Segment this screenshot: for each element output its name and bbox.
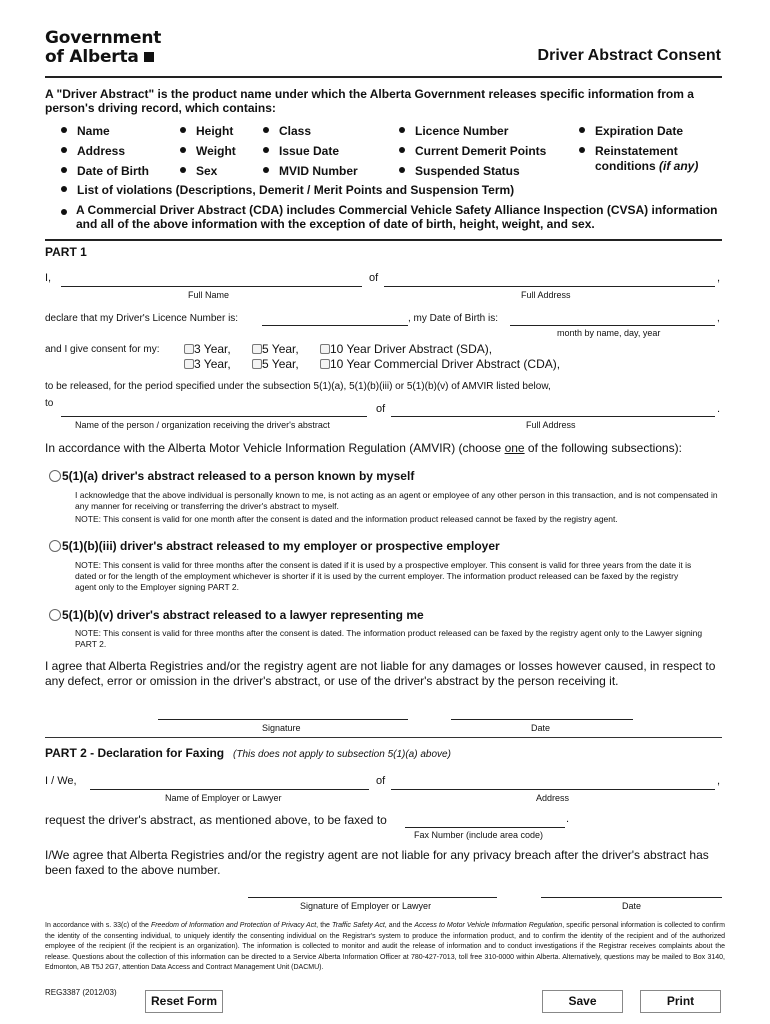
- checkbox[interactable]: [320, 359, 330, 369]
- checkbox[interactable]: [320, 344, 330, 354]
- recipient-name-field[interactable]: [61, 416, 367, 417]
- employer-signature-hint: Signature of Employer or Lawyer: [300, 901, 432, 911]
- bullet-icon: [180, 167, 186, 173]
- period: .: [717, 403, 721, 415]
- declare-text: declare that my Driver's Licence Number is:: [45, 313, 239, 324]
- item-weight: Weight: [180, 144, 236, 158]
- period: .: [566, 813, 570, 825]
- item-reinstatement: Reinstatement: [579, 144, 678, 158]
- dob-hint: month by name, day, year: [557, 328, 661, 338]
- fax-number-field[interactable]: [405, 827, 565, 828]
- print-button[interactable]: Print: [640, 990, 721, 1013]
- part2-heading: PART 2 - Declaration for Faxing (This does not apply to subsection 5(1)(a) above): [45, 746, 451, 760]
- bullet-icon: [180, 147, 186, 153]
- bullet-icon: [399, 167, 405, 173]
- part1-heading: PART 1: [45, 245, 87, 259]
- item-expiry: Expiration Date: [579, 124, 683, 138]
- of-label: of: [376, 403, 386, 415]
- item-licence: Licence Number: [399, 124, 508, 138]
- item-mvid: MVID Number: [263, 164, 358, 178]
- part1-divider: [45, 239, 722, 241]
- part2-divider: [45, 737, 722, 738]
- option-10-year-sda[interactable]: 10 Year Driver Abstract (SDA),: [320, 342, 492, 356]
- government-of-alberta-logo: [45, 29, 161, 67]
- radio-button[interactable]: [49, 470, 61, 482]
- item-height: Height: [180, 124, 233, 138]
- option-10-year-cda[interactable]: 10 Year Commercial Driver Abstract (CDA),: [320, 357, 560, 371]
- recipient-address-hint: Full Address: [526, 420, 576, 430]
- subsection-5-1-a-text: I acknowledge that the above individual is personally known to me, is not acting as an agent or employee of any other person in this transaction, and is not compensated in any manner for receiving or transferring the driver's abstract to myself.: [75, 490, 718, 511]
- bullet-icon: [61, 167, 67, 173]
- licence-number-field[interactable]: [262, 325, 408, 326]
- item-suspended: Suspended Status: [399, 164, 520, 178]
- bullet-icon: [579, 127, 585, 133]
- item-demerit: Current Demerit Points: [399, 144, 546, 158]
- amvir-text: In accordance with the Alberta Motor Vehicle Information Regulation (AMVIR) (choose one of the following subsections):: [45, 441, 683, 455]
- subsection-5-1-b-v-text: NOTE: This consent is valid for three months after the consent is dated. The information product released can be faxed by the registry agent only to the Lawyer signing PART 2.: [75, 628, 703, 649]
- employer-signature-field[interactable]: [248, 897, 497, 898]
- item-cda: A Commercial Driver Abstract (CDA) includes Commercial Vehicle Safety Alliance Inspection (CVSA) information and all of the above information with the exception of date of birth, height, weight, and sex.: [61, 203, 721, 231]
- subsection-5-1-b-v-option[interactable]: 5(1)(b)(v) driver's abstract released to a lawyer representing me: [49, 608, 424, 622]
- item-sex: Sex: [180, 164, 217, 178]
- employer-address-field[interactable]: [391, 789, 715, 790]
- logo-line-1: Government: [45, 28, 162, 48]
- bullet-icon: [61, 186, 67, 192]
- item-violations: List of violations (Descriptions, Demerit / Merit Points and Suspension Term): [61, 183, 514, 197]
- bullet-icon: [263, 147, 269, 153]
- bullet-icon: [399, 127, 405, 133]
- liability-agreement: I agree that Alberta Registries and/or the registry agent are not liable for any damages or losses however caused, in respect to any defect, error or omission in the driver's abstract, or use of the driver's abstract by the person receiving it.: [45, 659, 716, 688]
- bullet-icon: [61, 127, 67, 133]
- employer-date-field[interactable]: [541, 897, 722, 898]
- date-field[interactable]: [451, 719, 633, 720]
- radio-button[interactable]: [49, 609, 61, 621]
- full-name-field[interactable]: [61, 286, 362, 287]
- comma: ,: [717, 272, 721, 284]
- employer-name-hint: Name of Employer or Lawyer: [165, 793, 282, 803]
- save-button[interactable]: Save: [542, 990, 623, 1013]
- logo-line-2: of Alberta: [45, 48, 161, 67]
- item-address: Address: [61, 144, 125, 158]
- recipient-hint: Name of the person / organization receiving the driver's abstract: [75, 420, 330, 430]
- employer-address-hint: Address: [536, 793, 570, 803]
- date-hint: Date: [531, 723, 551, 733]
- date-of-birth-field[interactable]: [510, 325, 715, 326]
- subsection-5-1-a-note: NOTE: This consent is valid for one month after the consent is dated and the information product released cannot be faxed by the registry agent.: [75, 514, 618, 524]
- option-3-year-cda[interactable]: 3 Year,: [184, 357, 231, 371]
- fax-request-text: request the driver's abstract, as mentioned above, to be faxed to: [45, 813, 387, 827]
- header-divider: [45, 76, 722, 78]
- privacy-agreement: I/We agree that Alberta Registries and/or the registry agent are not liable for any privacy breach after the driver's abstract has been faxed to the above number.: [45, 848, 709, 877]
- reset-form-button[interactable]: Reset Form: [145, 990, 223, 1013]
- i-label: I,: [45, 272, 52, 284]
- checkbox[interactable]: [252, 344, 262, 354]
- bullet-icon: [399, 147, 405, 153]
- comma: ,: [717, 775, 721, 787]
- employer-name-field[interactable]: [90, 789, 369, 790]
- of-label: of: [376, 775, 386, 787]
- dob-text: , my Date of Birth is:: [408, 313, 499, 324]
- subsection-5-1-b-iii-option[interactable]: 5(1)(b)(iii) driver's abstract released to my employer or prospective employer: [49, 539, 500, 553]
- item-dob: Date of Birth: [61, 164, 149, 178]
- document-title: Driver Abstract Consent: [537, 47, 721, 64]
- of-label: of: [369, 272, 379, 284]
- full-address-hint: Full Address: [521, 290, 571, 300]
- to-label: to: [45, 398, 54, 409]
- consent-for-text: and I give consent for my:: [45, 344, 160, 355]
- logo-square-icon: [144, 52, 154, 62]
- subsection-5-1-b-iii-text: NOTE: This consent is valid for three months after the consent is dated if it is used by a prospective employer. This consent is valid for three years from the date it is dated or for the length of the employment whichever is shorter if it is used by the current employer. The information product released can be faxed by the registry agent only to the Employer signing PART 2.: [75, 560, 692, 592]
- radio-button[interactable]: [49, 540, 61, 552]
- option-3-year-sda[interactable]: 3 Year,: [184, 342, 231, 356]
- privacy-notice: In accordance with s. 33(c) of the Freedom of Information and Protection of Privacy Act, the Traffic Safety Act, and the Access to Motor Vehicle Information Regulation, specific personal information is collected to confirm the identity of the consenting individual, to uniquely identify the consenting individual on the Registrar's system to produce the information product, and to confirm the identity of the recipient and of the authorized employee of the recipient (if the recipient is an organization). The information is collected to monitor and audit the release of information and to conduct investigations if the Registrar receives complaints about the release. Questions about the collection of this information can be directed to a Service Alberta Information Officer at 780-427-7013, toll free 310-0000 within Alberta. Alternatively, questions may be mailed to Box 3140, Edmonton, AB T5J 2G7, attention Data Access and Contract Management Unit (DACMU).: [45, 922, 725, 971]
- full-address-field[interactable]: [384, 286, 715, 287]
- bullet-icon: [61, 147, 67, 153]
- item-name: Name: [61, 124, 110, 138]
- form-code: REG3387 (2012/03): [45, 988, 117, 997]
- comma: ,: [717, 313, 720, 324]
- employer-date-hint: Date: [622, 901, 642, 911]
- fax-number-hint: Fax Number (include area code): [414, 830, 544, 840]
- full-name-hint: Full Name: [188, 290, 230, 300]
- option-5-year-sda[interactable]: 5 Year,: [252, 342, 299, 356]
- released-text: to be released, for the period specified under the subsection 5(1)(a), 5(1)(b)(iii) or 5(1)(b)(v) of AMVIR listed below,: [45, 381, 551, 392]
- option-5-year-cda[interactable]: 5 Year,: [252, 357, 299, 371]
- item-conditions: conditions (if any): [595, 159, 699, 173]
- bullet-icon: [180, 127, 186, 133]
- signature-field[interactable]: [158, 719, 408, 720]
- iwe-label: I / We,: [45, 775, 77, 787]
- intro-text: A "Driver Abstract" is the product name under which the Alberta Government releases specific information from a person's driving record, which contains:: [45, 87, 694, 115]
- bullet-icon: [61, 209, 67, 215]
- subsection-5-1-a-option[interactable]: 5(1)(a) driver's abstract released to a person known by myself: [49, 469, 414, 483]
- checkbox[interactable]: [252, 359, 262, 369]
- recipient-address-field[interactable]: [391, 416, 715, 417]
- item-class: Class: [263, 124, 311, 138]
- item-issue-date: Issue Date: [263, 144, 339, 158]
- bullet-icon: [263, 127, 269, 133]
- signature-hint: Signature: [262, 723, 301, 733]
- bullet-icon: [263, 167, 269, 173]
- checkbox[interactable]: [184, 359, 194, 369]
- checkbox[interactable]: [184, 344, 194, 354]
- bullet-icon: [579, 147, 585, 153]
